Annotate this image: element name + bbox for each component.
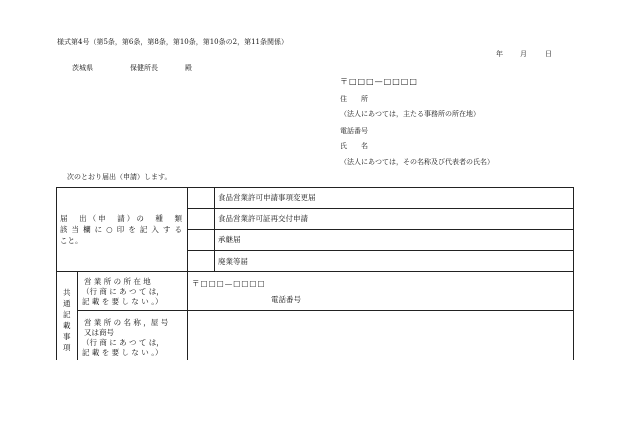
table-border-right: [573, 187, 574, 360]
option-divider: [187, 250, 574, 251]
addressee-honorific: 殿: [185, 64, 192, 72]
table-divider-section: [56, 271, 574, 272]
common-label-char: 記: [63, 310, 71, 319]
common-label-char: 載: [63, 321, 71, 330]
applicant-postal-code: 〒□□□—□□□□: [340, 77, 418, 86]
date-month-label: 月: [520, 50, 527, 58]
common-row-divider: [77, 310, 574, 311]
addressee-office: 保健所長: [130, 64, 158, 72]
option-succession-notice: 承継届: [218, 235, 241, 244]
option-closure-notice: 廃業等届: [218, 257, 248, 266]
date-day-label: 日: [545, 50, 552, 58]
applicant-name-note: （法人にあつては，その名称及び代表者の氏名）: [340, 158, 494, 166]
location-label-line-1: 営 業 所 の 所 在 地: [84, 277, 151, 286]
date-year-label: 年: [496, 50, 503, 58]
applicant-name-label: 氏 名: [340, 142, 368, 150]
location-phone-label: 電話番号: [271, 295, 301, 304]
applicant-address-note: （法人にあつては，主たる事務所の所在地）: [340, 110, 480, 118]
option-reissue-application: 食品営業許可証再交付申請: [218, 214, 308, 223]
location-label-line-3: 記 載 を 要 し な い 。）: [82, 297, 163, 306]
shopname-label-line-3: （行 商 に あ つ て は，: [82, 338, 164, 347]
option-divider: [187, 208, 574, 209]
location-label-line-2: （行 商 に あ つ て は，: [82, 287, 164, 296]
type-label-line-1: 届 出（申 請）の 種 類: [60, 214, 182, 223]
option-change-notice: 食品営業許可申請事項変更届: [218, 193, 316, 202]
common-label-char: 事: [63, 332, 71, 341]
applicant-address-label: 住 所: [340, 95, 368, 103]
common-label-char: 項: [63, 343, 71, 352]
applicant-phone-label: 電話番号: [340, 127, 368, 135]
common-label-char: 共: [63, 288, 71, 297]
form-table: [56, 187, 574, 360]
form-reference: 様式第4号（第5条，第6条，第8条，第10条，第10条の2，第11条関係）: [57, 38, 288, 46]
location-postal-code: 〒□□□—□□□□: [192, 279, 266, 288]
shopname-label-line-1: 営 業 所 の 名 称 ，屋 号: [84, 318, 169, 327]
option-mark-column-divider: [214, 187, 215, 271]
table-border-left: [56, 187, 57, 360]
addressee-prefecture: 茨城県: [72, 64, 93, 72]
common-label-divider: [77, 271, 78, 360]
table-divider-main: [187, 187, 188, 360]
common-label-char: 通: [63, 299, 71, 308]
shopname-label-line-2: 又は商号: [84, 328, 114, 337]
type-label-line-2: 該当欄に○印を記入する: [60, 225, 182, 234]
type-label-line-3: こと。: [60, 236, 83, 245]
shopname-label-line-4: 記 載 を 要 し な い 。）: [82, 348, 163, 357]
lead-text: 次のとおり届出（申請）します。: [67, 173, 172, 181]
table-border-top: [56, 187, 574, 188]
option-divider: [187, 229, 574, 230]
